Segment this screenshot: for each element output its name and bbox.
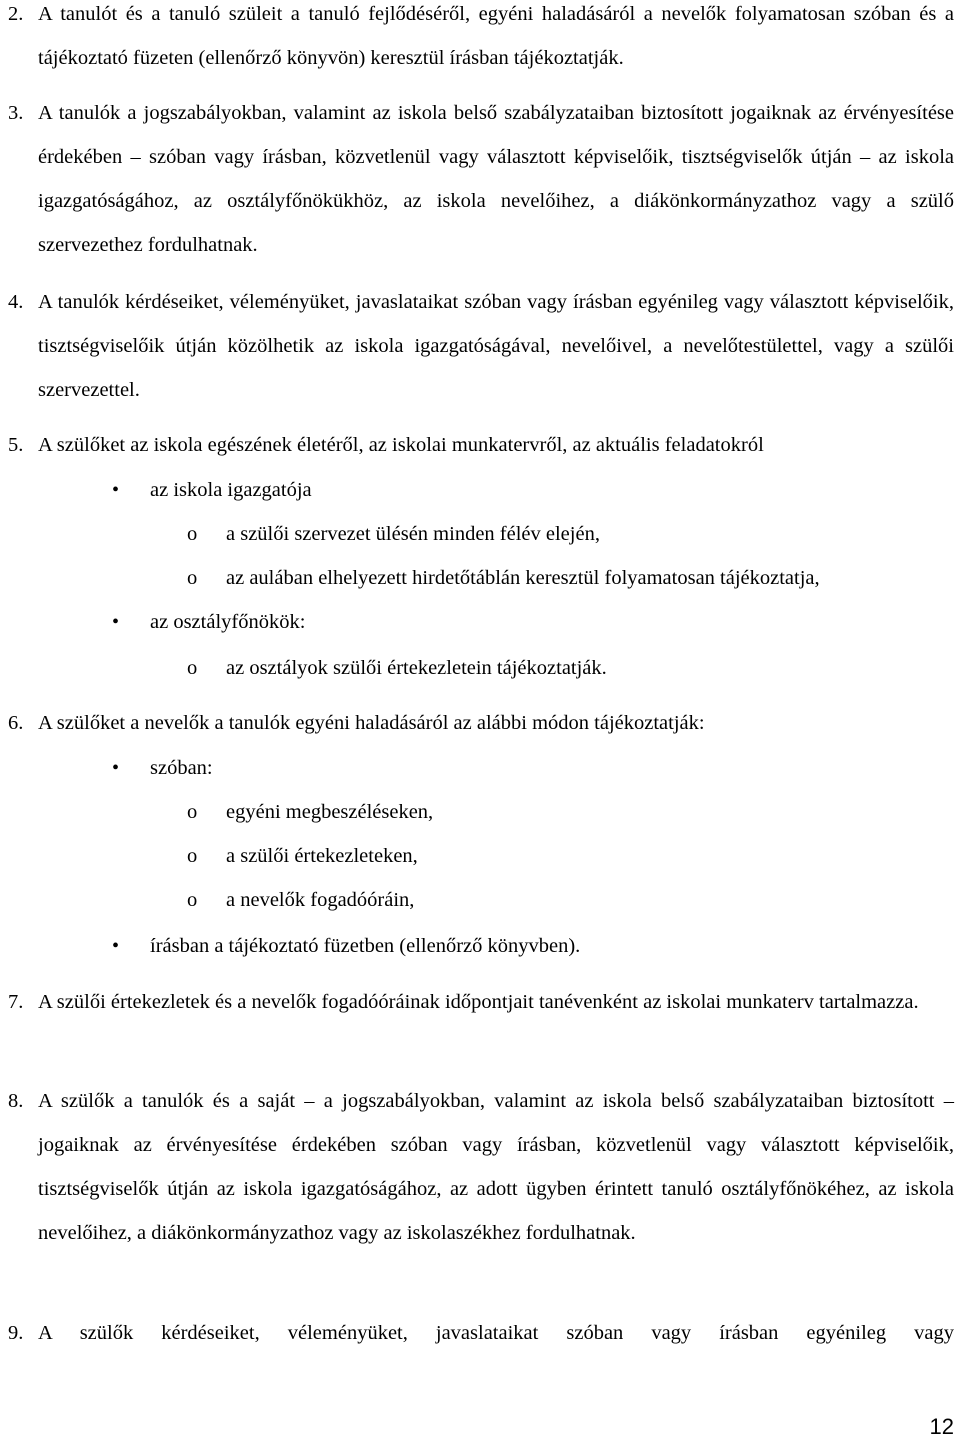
list5-bullet-2 [0, 600, 960, 644]
item-number: 6. [8, 712, 24, 734]
bullet-icon: • [112, 479, 120, 501]
list-item-7 [8, 980, 954, 1024]
list6-bullet-1 [0, 746, 960, 790]
item-number: 9. [8, 1322, 24, 1344]
item-text: A szülők kérdéseiket, véleményüket, javaslataikat szóban vagy írásban egyénileg vagy [38, 1322, 954, 1344]
item-text: A szülőket a nevelők a tanulók egyéni haladásáról az alábbi módon tájékoztatják: [38, 712, 705, 734]
item-text: A tanulót és a tanuló szüleit a tanuló fejlődéséről, egyéni haladásáról a nevelők folyamatosan szóban és a tájékoztató füzeten (ellenőrző könyvön) keresztül írásban tájékoztatják. [38, 3, 954, 69]
item-text: A tanulók a jogszabályokban, valamint az iskola belső szabályzataiban biztosított jogaiknak az érvényesítése érdekében – szóban vagy írásban, közvetlenül vagy választott képviselőik, tisztségviselők útján – az iskola igazgatóságához, az osztályfőnökükhöz, az iskola nevelőihez, a diákönkormányzathoz vagy a szülő szervezethez fordulhatnak. [38, 102, 954, 256]
sub-bullet-icon: o [187, 567, 198, 589]
sub-text: az osztályok szülői értekezletein tájékoztatják. [226, 657, 607, 679]
list-item-9 [8, 1311, 954, 1355]
list5-sub-2 [0, 556, 960, 600]
list-item-6 [8, 701, 954, 745]
list5-sub-1 [0, 512, 960, 556]
sub-bullet-icon: o [187, 657, 198, 679]
sub-text: az aulában elhelyezett hirdetőtáblán keresztül folyamatosan tájékoztatja, [226, 567, 820, 589]
item-text: A szülők a tanulók és a saját – a jogszabályokban, valamint az iskola belső szabályzataiban biztosított – jogaiknak az érvényesítése érdekében szóban vagy írásban, közvetlenül vagy választott képviselőik, tisztségviselők útján az iskola igazgatóságához, az adott ügyben érintett tanuló osztályfőnökéhez, az iskola nevelőihez, a diákönkormányzathoz vagy az iskolaszékhez fordulhatnak. [38, 1090, 954, 1244]
item-number: 8. [8, 1090, 24, 1112]
list-item-4 [8, 280, 954, 412]
bullet-text: írásban a tájékoztató füzetben (ellenőrző könyvben). [150, 935, 581, 957]
item-number: 2. [8, 3, 24, 25]
list-item-3 [8, 91, 954, 267]
item-text: A tanulók kérdéseiket, véleményüket, javaslataikat szóban vagy írásban egyénileg vagy választott képviselőik, tisztségviselőik útján közölhetik az iskola igazgatóságával, nevelőivel, a nevelőtestülettel, vagy a szülői szervezettel. [38, 291, 954, 401]
bullet-icon: • [112, 611, 120, 633]
sub-bullet-icon: o [187, 845, 198, 867]
bullet-icon: • [112, 935, 120, 957]
list-item-5 [8, 423, 954, 467]
item-number: 7. [8, 991, 24, 1013]
list-item-8 [8, 1079, 954, 1255]
list6-bullet-2 [0, 924, 960, 968]
sub-text: a szülői szervezet ülésén minden félév elején, [226, 523, 600, 545]
list6-sub-2 [0, 834, 960, 878]
list-item-2 [8, 0, 954, 80]
item-text: A szülőket az iskola egészének életéről, az iskolai munkatervről, az aktuális feladatokról [38, 434, 764, 456]
sub-text: egyéni megbeszéléseken, [226, 801, 434, 823]
sub-text: a szülői értekezleteken, [226, 845, 418, 867]
sub-bullet-icon: o [187, 801, 198, 823]
sub-text: a nevelők fogadóóráin, [226, 889, 415, 911]
bullet-text: az osztályfőnökök: [150, 611, 306, 633]
list6-sub-1 [0, 790, 960, 834]
list5-bullet-1 [0, 468, 960, 512]
page-number: 12 [929, 1414, 954, 1439]
bullet-icon: • [112, 757, 120, 779]
item-text: A szülői értekezletek és a nevelők fogadóóráinak időpontjait tanévenként az iskolai munkaterv tartalmazza. [38, 991, 919, 1013]
sub-bullet-icon: o [187, 523, 198, 545]
bullet-text: szóban: [150, 757, 213, 779]
list6-sub-3 [0, 878, 960, 922]
sub-bullet-icon: o [187, 889, 198, 911]
bullet-text: az iskola igazgatója [150, 479, 312, 501]
item-number: 3. [8, 102, 24, 124]
item-number: 4. [8, 291, 24, 313]
list5-sub-3 [0, 646, 960, 690]
item-number: 5. [8, 434, 24, 456]
